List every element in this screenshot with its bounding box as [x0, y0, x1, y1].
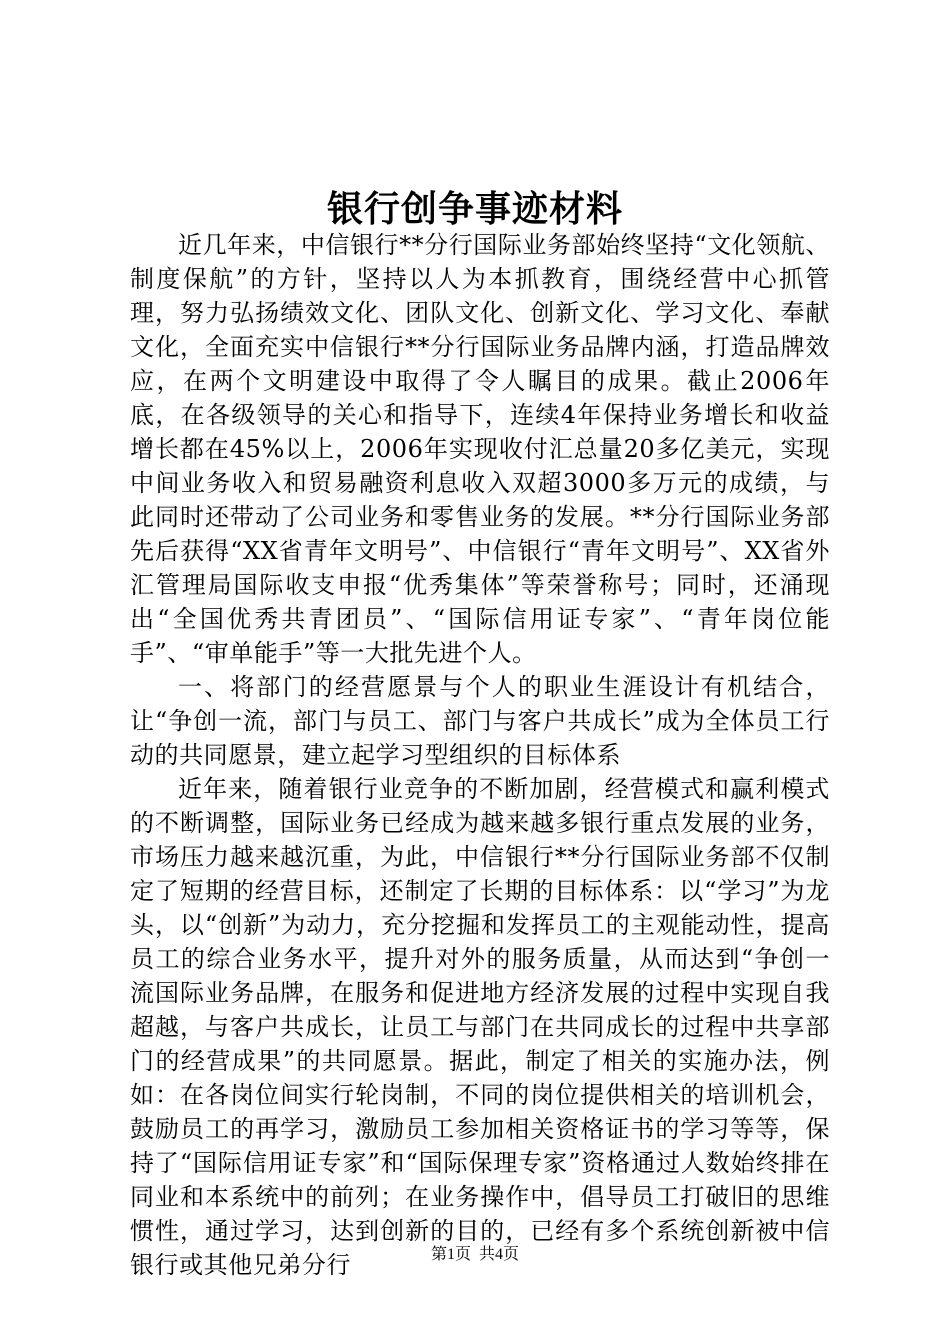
page-footer	[0, 1243, 950, 1267]
page-total: 共4页	[479, 1246, 520, 1263]
footer-spacer	[471, 1246, 479, 1263]
paragraph-intro: 近几年来，中信银行**分行国际业务部始终坚持“文化领航、制度保航”的方针，坚持以人为本抓教育，围绕经营中心抓管理，努力弘扬绩效文化、团队文化、创新文化、学习文化、奉献文化，全面充实中信银行**分行国际业务品牌内涵，打造品牌效应，在两个文明建设中取得了令人瞩目的成果。截止2006年底，在各级领导的关心和指导下，连续4年保持业务增长和收益增长都在45%以上，2006年实现收付汇总量20多亿美元，实现中间业务收入和贸易融资利息收入双超3000多万元的成绩，与此同时还带动了公司业务和零售业务的发展。**分行国际业务部先后获得“XX省青年文明号”、中信银行“青年文明号”、XX省外汇管理局国际收支申报“优秀集体”等荣誉称号；同时，还涌现出“全国优秀共青团员”、“国际信用证专家”、“青年岗位能手”、“审单能手”等一大批先进个人。	[130, 231, 830, 667]
document-title: 银行创争事迹材料	[326, 188, 623, 230]
page-number: 第1页	[430, 1246, 471, 1263]
paragraph-section-heading: 一、将部门的经营愿景与个人的职业生涯设计有机结合，让“争创一流，部门与员工、部门与客户共成长”成为全体员工行动的共同愿景，建立起学习型组织的目标体系	[130, 673, 830, 769]
paragraph-section-body: 近年来，随着银行业竞争的不断加剧，经营模式和赢利模式的不断调整，国际业务已经成为越来越多银行重点发展的业务，市场压力越来越沉重，为此，中信银行**分行国际业务部不仅制定了短期的经营目标，还制定了长期的目标体系：以“学习”为龙头，以“创新”为动力，充分挖掘和发挥员工的主观能动性，提高员工的综合业务水平，提升对外的服务质量，从而达到“争创一流国际业务品牌，在服务和促进地方经济发展的过程中实现自我超越，与客户共成长，让员工与部门在共同成长的过程中共享部门的经营成果”的共同愿景。据此，制定了相关的实施办法，例如：在各岗位间实行轮岗制，不同的岗位提供相关的培训机会，鼓励员工的再学习，激励员工参加相关资格证书的学习等等，保持了“国际信用证专家”和“国际保理专家”资格通过人数始终排在同业和本系统中的前列；在业务操作中，倡导员工打破旧的思维惯性，通过学习，达到创新的目的，已经有多个系统创新被中信银行或其他兄弟分行	[130, 775, 830, 1279]
document-body	[130, 228, 830, 1282]
